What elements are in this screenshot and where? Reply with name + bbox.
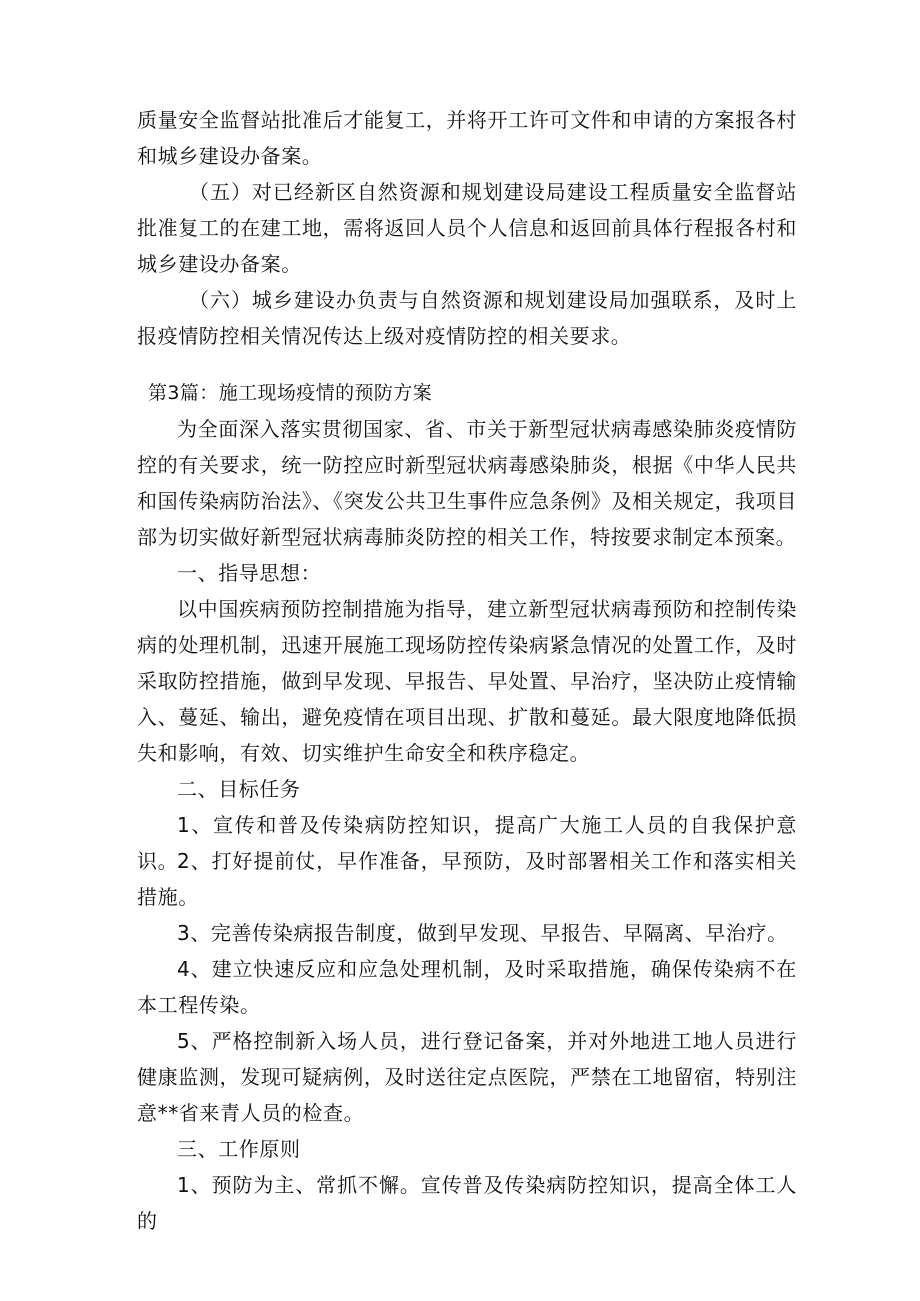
task-item-4: 4、建立快速反应和应急处理机制，及时采取措施，确保传染病不在本工程传染。 [137,957,797,1017]
section-title-part-3: 第3篇：施工现场疫情的预防方案 [148,382,433,404]
paragraph-introduction: 为全面深入落实贯彻国家、省、市关于新型冠状病毒感染肺炎疫情防控的有关要求，统一防控应时新型冠状病毒感染肺炎，根据《中华人民共和国传染病防治法》、《突发公共卫生事件应急条例》及相关规定，我项目部为切实做好新型冠状病毒肺炎防控的相关工作，特按要求制定本预案。 [137,417,797,549]
heading-goals-tasks: 二、目标任务 [177,777,301,801]
principle-item-1: 1、预防为主、常抓不懈。宣传普及传染病防控知识，提高全体工人的 [137,1173,797,1233]
paragraph-item-five: （五）对已经新区自然资源和规划建设局建设工程质量安全监督站批准复工的在建工地，需将返回人员个人信息和返回前具体行程报各村和城乡建设办备案。 [137,180,797,276]
task-item-3: 3、完善传染病报告制度，做到早发现、早报告、早隔离、早治疗。 [177,921,788,945]
paragraph-item-six: （六）城乡建设办负责与自然资源和规划建设局加强联系，及时上报疫情防控相关情况传达上级对疫情防控的相关要求。 [137,288,797,348]
paragraph-approval-continued: 质量安全监督站批准后才能复工，并将开工许可文件和申请的方案报各村和城乡建设办备案。 [137,108,797,168]
task-item-1: 1、宣传和普及传染病防控知识，提高广大施工人员的自我保护意识。 [137,813,797,873]
heading-work-principles: 三、工作原则 [177,1137,301,1161]
task-item-2: 2、打好提前仗，早作准备，早预防，及时部署相关工作和落实相关措施。 [137,849,797,909]
paragraph-guiding-ideology: 以中国疾病预防控制措施为指导，建立新型冠状病毒预防和控制传染病的处理机制，迅速开展施工现场防控传染病紧急情况的处置工作，及时采取防控措施，做到早发现、早报告、早处置、早治疗，坚决防止疫情输入、蔓延、输出，避免疫情在项目出现、扩散和蔓延。最大限度地降低损失和影响，有效、切实维护生命安全和秩序稳定。 [137,597,797,765]
task-item-5: 5、严格控制新入场人员，进行登记备案，并对外地进工地人员进行健康监测，发现可疑病例，及时送往定点医院，严禁在工地留宿，特别注意**省来青人员的检查。 [137,1029,797,1125]
heading-guiding-ideology: 一、指导思想： [177,561,322,585]
